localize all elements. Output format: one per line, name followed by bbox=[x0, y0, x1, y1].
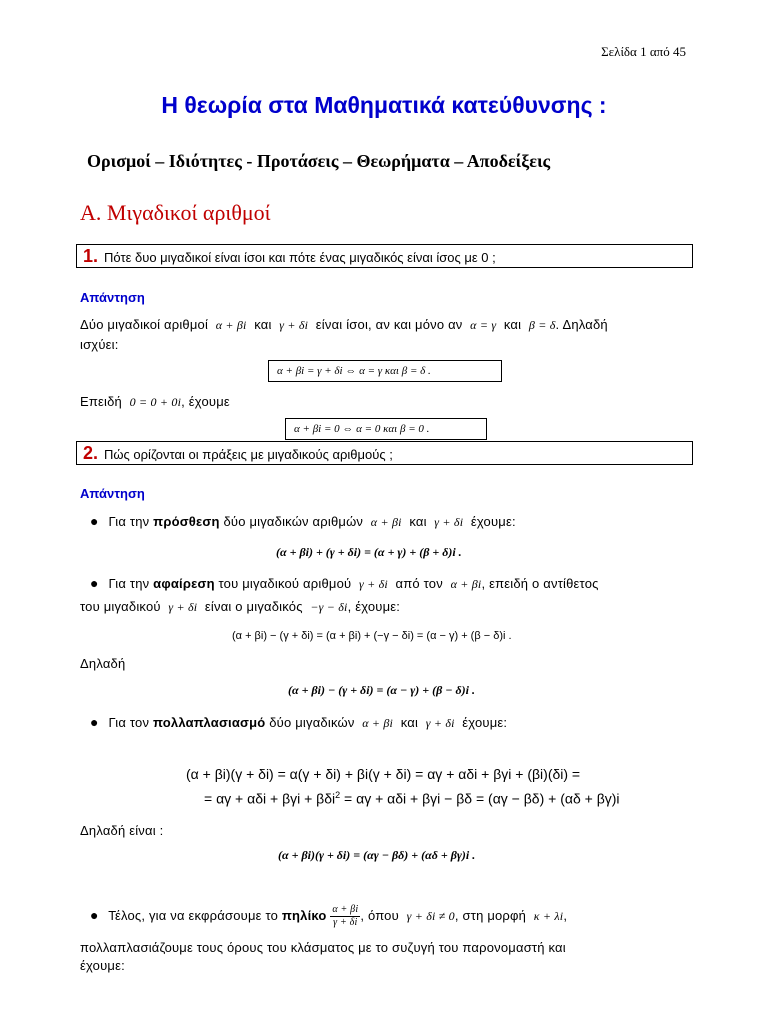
formula-box: α + βi = 0 ⇔ α = 0 και β = 0 . bbox=[285, 418, 487, 440]
formula: (α + βi) − (γ + δi) = (α − γ) + (β − δ)i . bbox=[288, 683, 475, 697]
question-text: Πότε δυο μιγαδικοί είναι ίσοι και πότε ένας μιγαδικός είναι ίσος με 0 ; bbox=[104, 250, 496, 265]
text: έχουμε: bbox=[470, 514, 516, 529]
formula bbox=[204, 790, 620, 807]
math: γ + δi bbox=[425, 716, 455, 730]
paragraph bbox=[80, 394, 230, 410]
text: και bbox=[409, 514, 427, 529]
math: γ + δi bbox=[168, 600, 198, 614]
math: γ + δi bbox=[333, 917, 358, 928]
text: , έχουμε bbox=[181, 394, 230, 409]
formula: (α + βi)(γ + δi) = α(γ + δi) + βi(γ + δi) = αγ + αδi + βγi + (βi)(δi) = bbox=[186, 766, 581, 782]
text: Για την bbox=[108, 576, 150, 591]
paragraph bbox=[90, 714, 507, 731]
text: αφαίρεση bbox=[153, 576, 215, 591]
text: και bbox=[254, 317, 272, 332]
text: πολλαπλασιασμό bbox=[152, 715, 266, 730]
paragraph bbox=[80, 599, 400, 615]
math: α + βi bbox=[215, 318, 247, 332]
text: Για την bbox=[108, 514, 150, 529]
math: γ + δi bbox=[358, 577, 388, 591]
text: είναι ο μιγαδικός bbox=[204, 599, 303, 614]
bullet-icon: ● bbox=[90, 714, 99, 730]
formula: (α + βi) − (γ + δi) = (α + βi) + (−γ − δi) = (α − γ) + (β − δ)i . bbox=[232, 630, 512, 642]
bullet-icon: ● bbox=[90, 513, 99, 529]
text: έχουμε: bbox=[462, 715, 508, 730]
fraction bbox=[330, 904, 360, 929]
question-number: 2. bbox=[83, 443, 99, 463]
text: , όπου bbox=[360, 907, 399, 923]
text: Για τον bbox=[108, 715, 150, 730]
formula: (α + βi)(γ + δi) = (αγ − βδ) + (αδ + βγ)i . bbox=[278, 848, 476, 862]
section-heading: Α. Μιγαδικοί αριθμοί bbox=[80, 200, 271, 225]
text: , επειδή ο αντίθετος bbox=[481, 576, 599, 591]
paragraph: πολλαπλασιάζουμε τους όρους του κλάσματος με το συζυγή του παρονομαστή και bbox=[80, 940, 566, 955]
math: γ + δi bbox=[434, 515, 464, 529]
paragraph bbox=[80, 317, 608, 333]
question-number: 1. bbox=[83, 246, 99, 266]
text: Επειδή bbox=[80, 394, 122, 409]
math: α + βi bbox=[450, 577, 482, 591]
question-box-2 bbox=[76, 441, 693, 465]
text: πηλίκο bbox=[281, 907, 327, 923]
formula-box: α + βi = γ + δi ⇔ α = γ και β = δ . bbox=[268, 360, 502, 382]
text: και bbox=[400, 715, 419, 730]
math: 0 = 0 + 0i bbox=[129, 395, 182, 409]
paragraph bbox=[90, 513, 516, 530]
text: , bbox=[563, 907, 568, 923]
page-title: Η θεωρία στα Μαθηματικά κατεύθυνσης : bbox=[161, 92, 607, 118]
formula: (α + βi) + (γ + δi) = (α + γ) + (β + δ)i . bbox=[276, 545, 462, 559]
paragraph: έχουμε: bbox=[80, 958, 125, 973]
text: από τον bbox=[395, 576, 443, 591]
bullet-icon: ● bbox=[90, 575, 99, 591]
math: α + βi bbox=[370, 515, 402, 529]
text: και bbox=[503, 317, 522, 332]
paragraph: Δηλαδή είναι : bbox=[80, 823, 164, 838]
text: πρόσθεση bbox=[153, 514, 220, 529]
math: γ + δi bbox=[279, 318, 309, 332]
math: α + βi bbox=[332, 904, 359, 915]
text: του μιγαδικού αριθμού bbox=[218, 576, 352, 591]
text: δύο μιγαδικών bbox=[269, 715, 355, 730]
text: . Δηλαδή bbox=[555, 317, 608, 332]
math: 2 bbox=[335, 790, 341, 800]
text: , στη μορφή bbox=[454, 907, 527, 923]
math: = αγ + αδi + βγi − βδ = (αγ − βδ) + (αδ + βγ)i bbox=[340, 790, 620, 807]
math: α = γ bbox=[470, 318, 497, 332]
paragraph bbox=[90, 575, 599, 592]
paragraph: Δηλαδή bbox=[80, 656, 126, 671]
math: = αγ + αδi + βγi + βδi bbox=[204, 790, 336, 807]
answer-label: Απάντηση bbox=[80, 290, 145, 305]
text: είναι ίσοι, αν και μόνο αν bbox=[315, 317, 463, 332]
math: κ + λi bbox=[533, 908, 564, 923]
text: του μιγαδικού bbox=[80, 599, 161, 614]
text: δύο μιγαδικών αριθμών bbox=[223, 514, 364, 529]
text: Τέλος, για να εκφράσουμε το bbox=[108, 907, 279, 923]
answer-label: Απάντηση bbox=[80, 486, 145, 501]
page-subtitle: Ορισμοί – Ιδιότητες - Προτάσεις – Θεωρήματα – Αποδείξεις bbox=[87, 151, 551, 171]
text: Δύο μιγαδικοί αριθμοί bbox=[80, 317, 209, 332]
bullet-icon: ● bbox=[90, 906, 99, 923]
math: β = δ bbox=[528, 318, 556, 332]
question-box-1 bbox=[76, 244, 693, 268]
paragraph: ισχύει: bbox=[80, 337, 119, 352]
math: −γ − δi bbox=[310, 600, 348, 614]
paragraph bbox=[90, 904, 567, 929]
math: γ + δi ≠ 0 bbox=[406, 908, 455, 923]
text: , έχουμε: bbox=[347, 599, 401, 614]
question-text: Πώς ορίζονται οι πράξεις με μιγαδικούς αριθμούς ; bbox=[104, 447, 393, 462]
math: α + βi bbox=[362, 716, 394, 730]
page-number: Σελίδα 1 από 45 bbox=[601, 44, 686, 59]
